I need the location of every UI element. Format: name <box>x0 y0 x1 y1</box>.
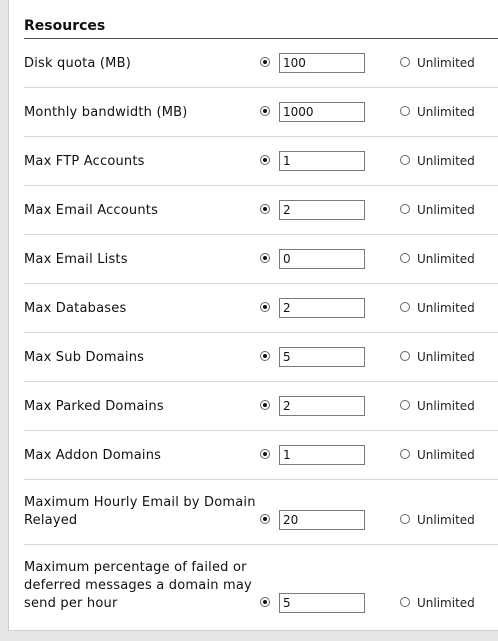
monthly-bandwidth-input[interactable] <box>279 102 365 122</box>
max-email-lists-input[interactable] <box>279 249 365 269</box>
resource-label: Max Email Accounts <box>24 203 159 218</box>
resource-row-disk-quota <box>24 39 498 88</box>
unlimited-label: Unlimited <box>417 596 475 610</box>
max-sub-domains-input[interactable] <box>279 347 365 367</box>
max-parked-domains-input[interactable] <box>279 396 365 416</box>
unlimited-radio[interactable] <box>400 57 410 67</box>
resource-label: Max FTP Accounts <box>24 154 145 169</box>
unlimited-label: Unlimited <box>417 252 475 266</box>
resource-row-monthly-bandwidth <box>24 88 498 137</box>
resource-row-max-email-lists <box>24 235 498 284</box>
resource-label: Monthly bandwidth (MB) <box>24 105 188 120</box>
max-ftp-accounts-input[interactable] <box>279 151 365 171</box>
resource-label: Maximum percentage of failed or deferred messages a domain may send per hour <box>24 560 252 611</box>
unlimited-radio[interactable] <box>400 400 410 410</box>
limited-radio[interactable] <box>260 449 270 459</box>
unlimited-label: Unlimited <box>417 105 475 119</box>
limited-radio[interactable] <box>260 106 270 116</box>
section-title: Resources <box>24 18 106 34</box>
resource-row-max-email-accounts <box>24 186 498 235</box>
resource-row-max-databases <box>24 284 498 333</box>
limited-radio[interactable] <box>260 400 270 410</box>
unlimited-radio[interactable] <box>400 302 410 312</box>
limited-radio[interactable] <box>260 204 270 214</box>
resource-label: Max Sub Domains <box>24 350 145 365</box>
resources-panel <box>8 0 498 631</box>
unlimited-radio[interactable] <box>400 597 410 607</box>
unlimited-label: Unlimited <box>417 448 475 462</box>
resource-row-max-ftp-accounts <box>24 137 498 186</box>
resource-label: Max Parked Domains <box>24 399 164 414</box>
unlimited-label: Unlimited <box>417 513 475 527</box>
unlimited-label: Unlimited <box>417 154 475 168</box>
unlimited-radio[interactable] <box>400 449 410 459</box>
max-databases-input[interactable] <box>279 298 365 318</box>
limited-radio[interactable] <box>260 155 270 165</box>
max-email-accounts-input[interactable] <box>279 200 365 220</box>
limited-radio[interactable] <box>260 597 270 607</box>
unlimited-radio[interactable] <box>400 155 410 165</box>
unlimited-label: Unlimited <box>417 399 475 413</box>
resource-row-max-defer-fail-percentage <box>24 545 498 631</box>
limited-radio[interactable] <box>260 57 270 67</box>
unlimited-radio[interactable] <box>400 204 410 214</box>
resource-label: Max Addon Domains <box>24 448 162 463</box>
resource-row-max-parked-domains <box>24 382 498 431</box>
unlimited-radio[interactable] <box>400 514 410 524</box>
resource-row-max-sub-domains <box>24 333 498 382</box>
resource-label: Max Email Lists <box>24 252 128 267</box>
max-defer-fail-percentage-input[interactable] <box>279 593 365 613</box>
unlimited-label: Unlimited <box>417 350 475 364</box>
limited-radio[interactable] <box>260 351 270 361</box>
max-addon-domains-input[interactable] <box>279 445 365 465</box>
limited-radio[interactable] <box>260 514 270 524</box>
resource-label: Disk quota (MB) <box>24 56 131 71</box>
limited-radio[interactable] <box>260 302 270 312</box>
resource-row-max-addon-domains <box>24 431 498 480</box>
unlimited-label: Unlimited <box>417 203 475 217</box>
limited-radio[interactable] <box>260 253 270 263</box>
disk-quota-input[interactable] <box>279 53 365 73</box>
max-hourly-email-input[interactable] <box>279 510 365 530</box>
unlimited-radio[interactable] <box>400 351 410 361</box>
unlimited-label: Unlimited <box>417 56 475 70</box>
resource-label: Maximum Hourly Email by Domain Relayed <box>24 495 256 528</box>
resource-row-max-hourly-email <box>24 480 498 545</box>
unlimited-label: Unlimited <box>417 301 475 315</box>
unlimited-radio[interactable] <box>400 106 410 116</box>
resource-label: Max Databases <box>24 301 127 316</box>
unlimited-radio[interactable] <box>400 253 410 263</box>
